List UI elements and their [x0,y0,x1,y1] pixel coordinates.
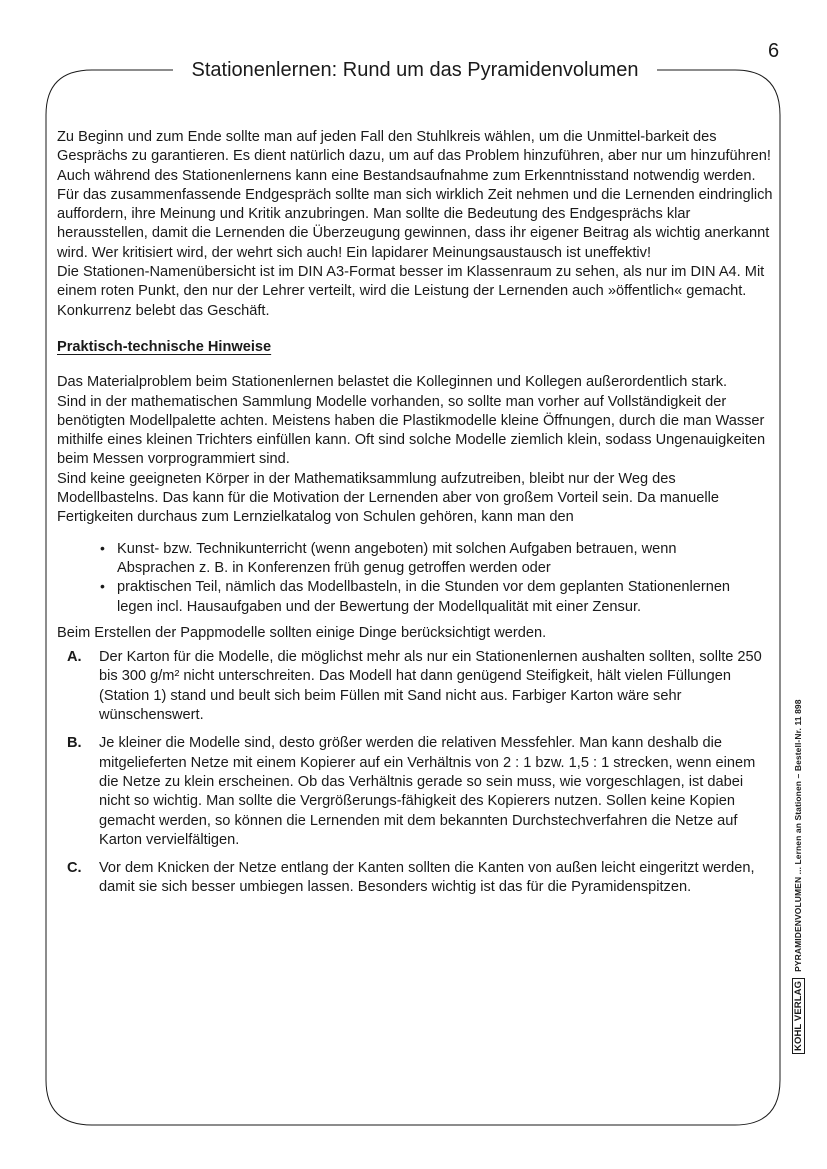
lettered-list [57,648,773,898]
list-intro: Beim Erstellen der Pappmodelle sollten einige Dinge berücksichtigt werden. [57,624,547,641]
list-letter: B. [67,735,82,752]
intro-paragraph: Die Stationen-Namenübersicht ist im DIN A3-Format besser im Klassenraum zu sehen, als nur im DIN A4. Mit einem roten Punkt, den nur der Lehrer verteilt, wird die Leistung der Lernenden auch »öffentlich« gemacht. Konkurrenz belebt das Geschäft. [57,264,765,319]
list-text: Der Karton für die Modelle, die möglichst mehr als nur ein Stationenlernen aushalten sollten, sollte 250 bis 300 g/m² nicht unterschreiten. Das Modell hat dann genügend Steifigkeit, hält vielen Füllungen (Station 1) stand und beult sich beim Füllen mit Sand nicht aus. Farbiger Karton wäre sehr wünschenswert. [99,649,762,724]
section-paragraph: Das Materialproblem beim Stationenlernen belastet die Kolleginnen und Kollegen außerordentlich stark. [57,374,728,391]
intro-paragraph: Zu Beginn und zum Ende sollte man auf jeden Fall den Stuhlkreis wählen, um die Unmittel-barkeit des Gesprächs zu garantieren. Es dient natürlich dazu, um auf das Problem hinzuführen, aber nur um hinzuführen! Auch während des Stationenlernens kann eine Bestandsaufnahme zum Erkenntnisstand notwendig werden. [57,129,771,184]
list-text: Vor dem Knicken der Netze entlang der Kanten sollten die Kanten von außen leicht eingeritzt werden, damit sie sich besser umbiegen lassen. Besonders wichtig ist das für die Pyramidenspitzen. [99,860,755,896]
bullet-text: • praktischen Teil, nämlich das Modellbasteln, in die Stunden vor dem geplanten Stationenlernen legen incl. Hausaufgaben und der Bewertung der Modellqualität mit einer Zensur. [117,579,731,615]
list-letter: A. [67,649,82,666]
page-number: 6 [768,40,780,62]
intro-paragraph: Für das zusammenfassende Endgespräch sollte man sich wirklich Zeit nehmen und die Lernenden eindringlich auffordern, ihre Meinung und Kritik anzubringen. Man sollte die Bedeutung des Endgesprächs klar herausstellen, damit die Lernenden die Überzeugung gewinnen, dass ihr eigener Beitrag als wichtig anerkannt wird. Wer kritisiert wird, der wehrt sich auch! Ein lapidarer Meinungsaustausch ist uneffektiv! [57,186,773,261]
order-info: PYRAMIDENVOLUMEN ... Lernen an Stationen – Bestell-Nr. 11 898 [793,699,803,972]
page-title: Stationenlernen: Rund um das Pyramidenvolumen [173,58,657,82]
section-heading: Praktisch-technische Hinweise [57,338,272,355]
list-item-a [57,648,773,725]
list-text: Je kleiner die Modelle sind, desto größer werden die relativen Messfehler. Man kann deshalb die mitgelieferten Netze mit einem Kopierer auf ein Verhältnis von 2 : 1 bzw. 1,5 : 1 strecken, wenn einem die Netze zu klein erscheinen. Ob das Verhältnis gerade so sein muss, wie vorgeschlagen, ist dabei nicht so wichtig. Man sollte die Vergrößerungs-fähigkeit des Kopierers nutzen. Sollen keine Kopien gemacht werden, so können die Lernenden mit dem bekannten Durchstechverfahren die Netze auf Karton vervielfältigen. [99,735,756,848]
side-imprint [792,699,805,1054]
list-item-b [57,734,773,850]
publisher-logo: KOHL VERLAG [792,978,805,1054]
intro-section [57,128,773,321]
section-paragraph: Sind in der mathematischen Sammlung Modelle vorhanden, so sollte man vorher auf Vollständigkeit der benötigten Modellpalette achten. Meistens haben die Plastikmodelle kleine Öffnungen, durch die man Wasser mithilfe eines kleinen Trichters einfüllen kann. Oft sind solche Modelle ziemlich klein, sodass Ungenauigkeiten beim Messen vorprogrammiert sind. [57,393,766,468]
bullet-item [57,540,773,579]
bullet-text: • Kunst- bzw. Technikunterricht (wenn angeboten) mit solchen Aufgaben betrauen, wenn Absprachen z. B. in Konferenzen früh genug getroffen werden oder [117,540,677,576]
list-letter: C. [67,860,82,877]
bullet-item [57,578,773,617]
bullet-list [57,540,773,617]
list-item-c [57,859,773,898]
section-paragraph: Sind keine geeigneten Körper in der Mathematiksammlung aufzutreiben, bleibt nur der Weg des Modellbastelns. Das kann für die Motivation der Lernenden aber von großem Vorteil sein. Da manuelle Fertigkeiten durchaus zum Lernzielkatalog von Schulen gehören, kann man den [57,470,719,526]
practical-section [57,373,773,527]
main-content [57,128,773,907]
